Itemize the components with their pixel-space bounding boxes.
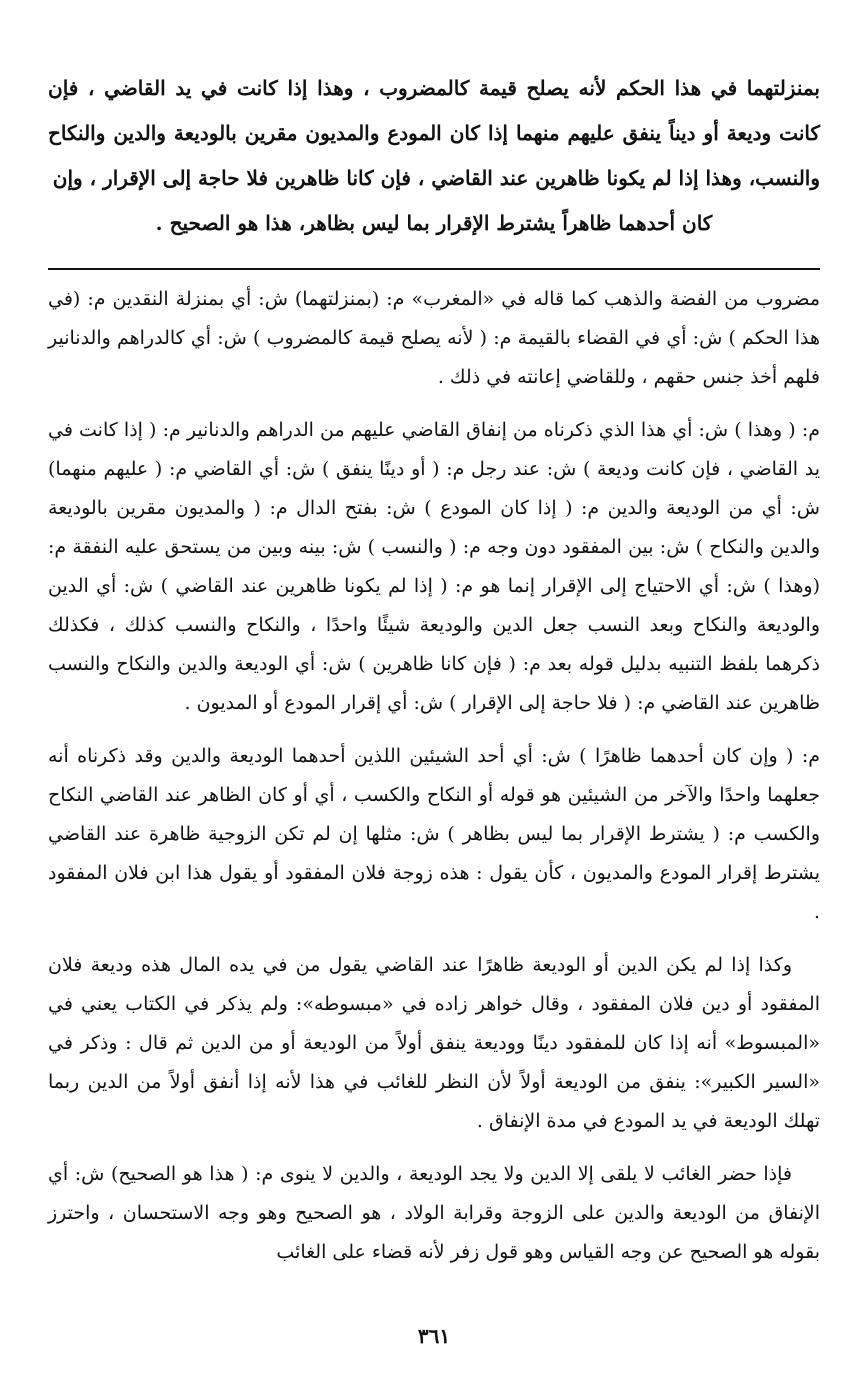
section-divider bbox=[48, 268, 820, 270]
commentary-block bbox=[48, 280, 820, 1286]
commentary-paragraph-3: م: ( وإن كان أحدهما ظاهرًا ) ش: أي أحد الشيئين اللذين أحدهما الوديعة والدين وقد ذكرناه أنه جعلهما واحدًا والآخر من الشيئين هو قوله أو النكاح والكسب ، أي أو كان الظاهر عند القاضي النكاح والكسب م: ( يشترط الإقرار بما ليس بظاهر ) ش: مثلها إن لم تكن الزوجية ظاهرة عند القاضي يشترط إقرار المودع والمديون ، كأن يقول : هذه زوجة فلان المفقود أو يقول هذا ابن فلان المفقود . bbox=[48, 745, 820, 923]
main-text-paragraph: بمنزلتهما في هذا الحكم لأنه يصلح قيمة كالمضروب ، وهذا إذا كانت في يد القاضي ، فإن كانت وديعة أو ديناً ينفق عليهم منهما إذا كان المودع والمديون مقرين بالوديعة والدين والنكاح والنسب، وهذا إذا لم يكونا ظاهرين عند القاضي ، فإن كانا ظاهرين فلا حاجة إلى الإقرار ، وإن bbox=[48, 76, 820, 190]
page-number: ٣٦١ bbox=[417, 1324, 451, 1348]
commentary-paragraph-4: وكذا إذا لم يكن الدين أو الوديعة ظاهرًا عند القاضي يقول من في يده المال هذه وديعة فلان المفقود أو دين فلان المفقود ، وقال خواهر زاده في «مبسوطه»: ولم يذكر في الكتاب يعني في «المبسوط» أنه إذا كان للمفقود دينًا ووديعة ينفق أولاً من الوديعة أو من الدين ثم قال : وذكر في «السير الكبير»: ينفق من الوديعة أولاً لأن النظر للغائب في هذا لأنه إذا أنفق أولاً من الدين ربما تهلك الوديعة في يد المودع في مدة الإنفاق . bbox=[48, 954, 820, 1132]
main-text-last-line: كان أحدهما ظاهراً يشترط الإقرار بما ليس بظاهر، هذا هو الصحيح . bbox=[155, 211, 713, 235]
commentary-paragraph-5: فإذا حضر الغائب لا يلقى إلا الدين ولا يجد الوديعة ، والدين لا ينوى م: ( هذا هو الصحيح) ش: أي الإنفاق من الوديعة والدين على الزوجة وقرابة الولاد ، هو الصحيح وهو وجه الاستحسان ، واحترز بقوله هو الصحيح عن وجه القياس وهو قول زفر لأنه قضاء على الغائب bbox=[48, 1163, 820, 1263]
commentary-paragraph-1: مضروب من الفضة والذهب كما قاله في «المغرب» م: (بمنزلتهما) ش: أي بمنزلة النقدين م: (في هذا الحكم ) ش: أي في القضاء بالقيمة م: ( لأنه يصلح قيمة كالمضروب ) ش: أي كالدراهم والدنانير فلهم أخذ جنس حقهم ، وللقاضي إعانته في ذلك . bbox=[48, 288, 820, 388]
commentary-paragraph-2: م: ( وهذا ) ش: أي هذا الذي ذكرناه من إنفاق القاضي عليهم من الدراهم والدنانير م: ( إذا كانت في يد القاضي ، فإن كانت وديعة ) ش: عند رجل م: ( أو دينًا ينفق ) ش: أي القاضي م: ( عليهم منهما) ش: أي من الوديعة والدين م: ( إذا كان المودع ) ش: بفتح الدال م: ( والمديون مقرين بالوديعة والدين والنكاح ) ش: بين المفقود دون وجه م: ( والنسب ) ش: بينه وبين من يستحق عليه النفقة م: (وهذا ) ش: أي الاحتياج إلى الإقرار إنما هو م: ( إذا لم يكونا ظاهرين عند القاضي ) ش: أي الدين والوديعة والنكاح وبعد النسب جعل الدين والوديعة شيئًا واحدًا ، والنكاح والنسب كذلك ، فكذلك ذكرهما بلفظ التنبيه بدليل قوله بعد م: ( فإن كانا ظاهرين ) ش: أي الوديعة والدين والنكاح والنسب ظاهرين عند القاضي م: ( فلا حاجة إلى الإقرار ) ش: أي إقرار المودع أو المديون . bbox=[48, 419, 820, 714]
main-text-block bbox=[48, 66, 820, 246]
